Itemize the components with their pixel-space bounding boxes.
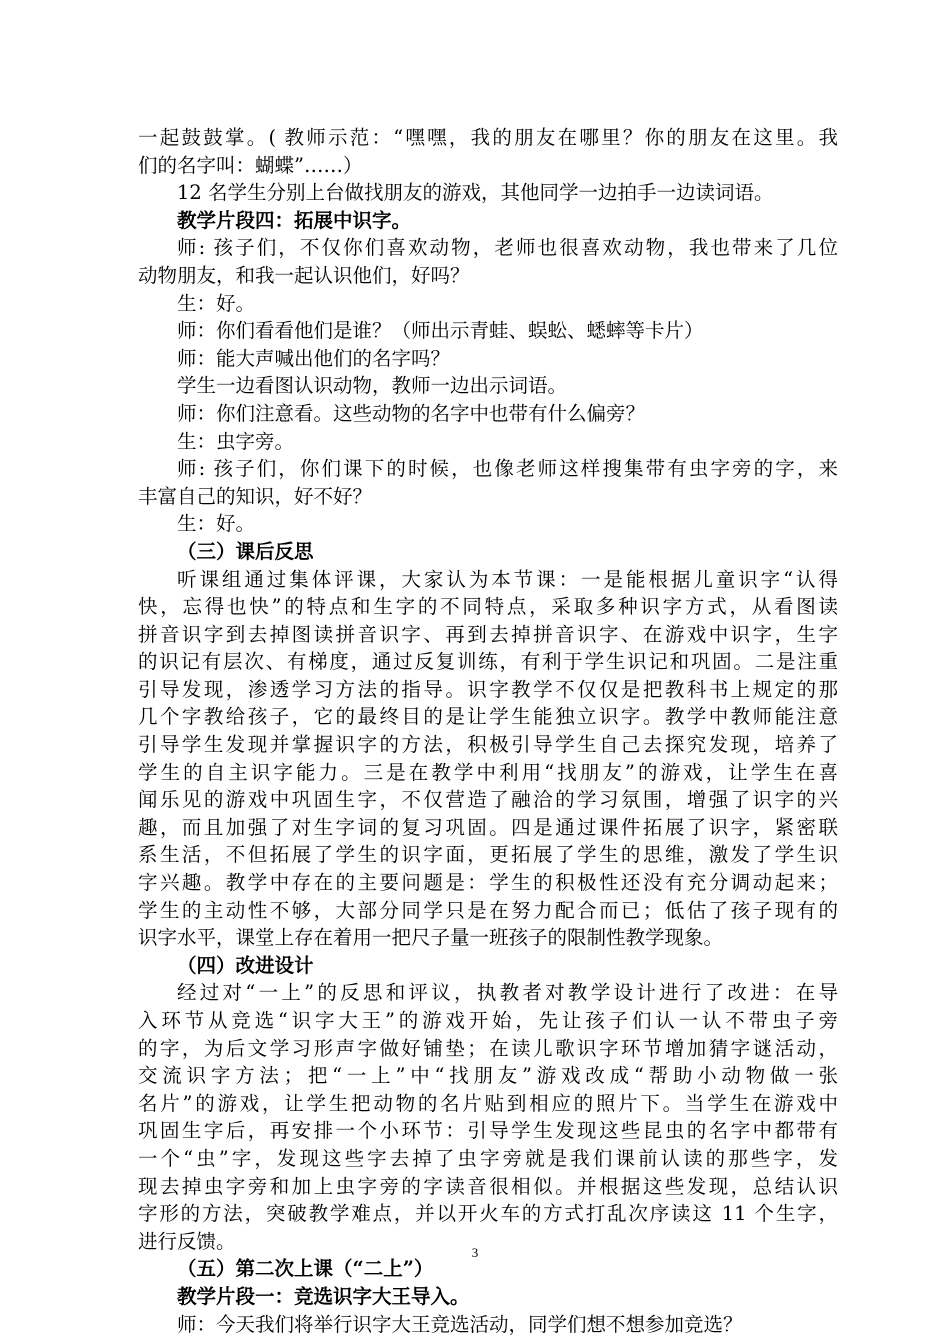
text-line: 进行反馈。 <box>138 1229 236 1253</box>
section-heading: 教学片段四：拓展中识字。 <box>177 208 412 232</box>
document-body <box>138 124 838 1338</box>
text-line: 师: 孩子们，你们课下的时候，也像老师这样搜集带有虫字旁的字，来 <box>177 457 838 481</box>
text-line: 快，忘得也快”的特点和生字的不同特点，采取多种识字方式，从看图读 <box>138 595 838 619</box>
text-line: 引导学生发现并掌握识字的方法，积极引导学生自己去探究发现，培养了 <box>138 733 838 757</box>
text-line: 们的名字叫：蝴蝶”……） <box>138 153 363 177</box>
text-line: 师：今天我们将举行识字大王竞选活动，同学们想不想参加竞选？ <box>177 1312 743 1336</box>
text-line: 经过对“一上”的反思和评议，执教者对教学设计进行了改进：在导 <box>177 981 838 1005</box>
text-line: 学生的自主识字能力。三是在教学中利用“找朋友”的游戏，让学生在喜 <box>138 760 838 784</box>
text-line: 入环节从竞选“识字大王”的游戏开始，先让孩子们认一认不带虫子旁 <box>138 1009 838 1032</box>
text-line: 拼音识字到去掉图读拼音识字、再到去掉拼音识字、在游戏中识字，生字 <box>138 622 838 646</box>
section-heading: （五）第二次上课（“二上”） <box>177 1257 434 1281</box>
section-heading: 教学片段一：竞选识字大王导入。 <box>177 1284 470 1308</box>
text-line: 生：好。 <box>177 291 256 315</box>
text-line: 的字，为后文学习形声字做好铺垫；在读儿歌识字环节增加猜字谜活动， <box>138 1036 838 1060</box>
text-line: 12 名学生分别上台做找朋友的游戏，其他同学一边拍手一边读词语。 <box>177 181 774 205</box>
text-line: 一个“虫”字，发现这些字去掉了虫字旁就是我们课前认读的那些字，发 <box>138 1146 838 1170</box>
text-line: 字兴趣。教学中存在的主要问题是：学生的积极性还没有充分调动起来； <box>138 871 838 895</box>
text-line: 学生一边看图认识动物，教师一边出示词语。 <box>177 374 568 398</box>
section-heading: （四）改进设计 <box>177 953 314 977</box>
text-line: 现去掉虫字旁和加上虫字旁的字读音很相似。并根据这些发现，总结认识 <box>138 1174 838 1198</box>
text-line: 动物朋友，和我一起认识他们，好吗？ <box>138 263 470 287</box>
text-line: 闻乐见的游戏中巩固生字，不仅营造了融洽的学习氛围，增强了识字的兴 <box>138 788 838 812</box>
section-heading: （三）课后反思 <box>177 539 314 563</box>
text-line: 生：虫字旁。 <box>177 429 295 453</box>
text-line: 师：你们注意看。这些动物的名字中也带有什么偏旁？ <box>177 401 646 425</box>
text-line: 识字水平，课堂上存在着用一把尺子量一班孩子的限制性教学现象。 <box>138 926 724 950</box>
text-line: 趣，而且加强了对生字词的复习巩固。四是通过课件拓展了识字，紧密联 <box>138 815 838 839</box>
text-line: 一起鼓鼓掌。( 教师示范：“嘿嘿，我的朋友在哪里？你的朋友在这里。我 <box>138 126 838 149</box>
text-line: 学生的主动性不够，大部分同学只是在努力配合而已；低估了孩子现有的 <box>138 898 838 922</box>
text-line: 师：能大声喊出他们的名字吗？ <box>177 346 451 370</box>
text-line: 的识记有层次、有梯度，通过反复训练，有利于学生识记和巩固。二是注重 <box>138 650 838 674</box>
text-line: 听课组通过集体评课，大家认为本节课：一是能根据儿童识字“认得 <box>177 567 838 591</box>
text-line: 丰富自己的知识，好不好？ <box>138 484 373 508</box>
text-line: 字形的方法，突破教学难点，并以开火车的方式打乱次序读这 11 个生字， <box>138 1202 838 1226</box>
text-line: 师: 孩子们，不仅你们喜欢动物，老师也很喜欢动物，我也带来了几位 <box>177 236 838 260</box>
text-line: 巩固生字后，再安排一个小环节：引导学生发现这些昆虫的名字中都带有 <box>138 1119 838 1143</box>
text-line: 交流识字方法；把“一上”中“找朋友”游戏改成“帮助小动物做一张 <box>138 1064 838 1088</box>
text-line: 生：好。 <box>177 512 256 536</box>
text-line: 几个字教给孩子，它的最终目的是让学生能独立识字。教学中教师能注意 <box>138 705 838 729</box>
page-number: 3 <box>471 1245 479 1260</box>
text-line: 系生活，不但拓展了学生的识字面，更拓展了学生的思维，激发了学生识 <box>138 843 838 867</box>
text-line: 师：你们看看他们是谁？（师出示青蛙、蜈蚣、蟋蟀等卡片） <box>177 319 704 343</box>
text-line: 引导发现，渗透学习方法的指导。识字教学不仅仅是把教科书上规定的那 <box>138 677 838 701</box>
text-line: 名片”的游戏，让学生把动物的名片贴到相应的照片下。当学生在游戏中 <box>138 1091 838 1115</box>
